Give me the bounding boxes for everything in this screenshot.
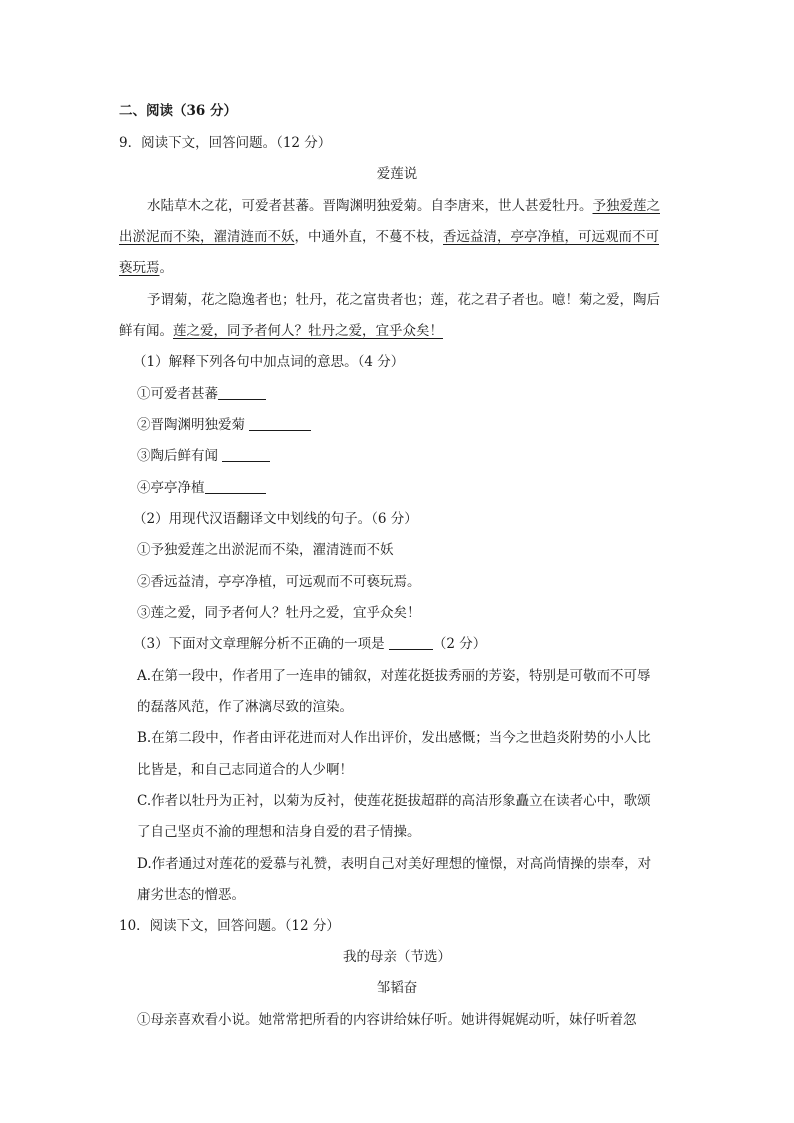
option-a-line-2: 的磊落风范，作了淋漓尽致的渲染。 [137, 699, 353, 715]
subquestion-3-prompt: （3）下面对文章理解分析不正确的一项是 （2 分） [133, 636, 487, 652]
subquestion-2-prompt: （2）用现代汉语翻译文中划线的句子。（6 分） [133, 511, 418, 527]
subquestion-2-item-3: ③莲之爱，同予者何人？牡丹之爱，宜乎众矣！ [137, 605, 421, 621]
answer-blank[interactable] [389, 635, 433, 650]
underlined-sentence: 香远益清，亭亭净植，可远观而不可 [443, 229, 659, 245]
question-10-header: 10．阅读下文，回答问题。（12 分） [119, 918, 340, 934]
subquestion-1-item-4: ④亭亭净植 [137, 478, 697, 498]
answer-blank[interactable] [205, 479, 266, 494]
passage-paragraph-2-line-2: 鲜有闻。莲之爱，同予者何人？牡丹之爱，宜乎众矣！ [119, 323, 443, 339]
passage-paragraph-1-line-1: ①母亲喜欢看小说。她常常把所看的内容讲给妹仔听。她讲得娓娓动听，妹仔听着忽 [137, 1012, 637, 1028]
subquestion-1-item-3: ③陶后鲜有闻 [137, 446, 697, 466]
question-9-header: 9．阅读下文，回答问题。（12 分） [119, 135, 332, 151]
answer-blank[interactable] [218, 385, 266, 400]
underlined-sentence: 予独爱莲之 [592, 198, 660, 214]
passage-title: 我的母亲（节选） [343, 949, 451, 965]
option-c-line-1: C.作者以牡丹为正衬，以菊为反衬，使莲花挺拔超群的高洁形象矗立在读者心中，歌颂 [137, 793, 651, 809]
option-b-line-2: 比皆是，和自己志同道合的人少啊！ [137, 762, 353, 778]
passage-paragraph-2-line-1: 予谓菊，花之隐逸者也；牡丹，花之富贵者也；莲，花之君子者也。噫！菊之爱，陶后 [147, 292, 660, 308]
answer-blank[interactable] [222, 447, 270, 462]
passage-paragraph-1-line-3: 亵玩焉。 [119, 260, 173, 276]
subquestion-1-item-2: ②晋陶渊明独爱菊 [137, 415, 697, 435]
option-a-line-1: A.在第一段中，作者用了一连串的铺叙，对莲花挺拔秀丽的芳姿，特别是可敬而不可辱 [137, 668, 651, 684]
answer-blank[interactable] [249, 416, 311, 431]
subquestion-1-prompt: （1）解释下列各句中加点词的意思。（4 分） [133, 354, 405, 370]
underlined-sentence: 出淤泥而不染，濯清涟而不妖 [119, 229, 295, 245]
subquestion-2-item-1: ①予独爱莲之出淤泥而不染，濯清涟而不妖 [137, 542, 394, 558]
passage-author: 邹韬奋 [376, 980, 418, 996]
option-d-line-1: D.作者通过对莲花的爱慕与礼赞，表明自己对美好理想的憧憬，对高尚情操的崇奉，对 [137, 856, 652, 872]
option-d-line-2: 庸劣世态的憎恶。 [137, 887, 245, 903]
subquestion-2-item-2: ②香远益清，亭亭净植，可远观而不可亵玩焉。 [137, 574, 421, 590]
passage-paragraph-1-line-1: 水陆草木之花，可爱者甚蕃。晋陶渊明独爱菊。自李唐来，世人甚爱牡丹。予独爱莲之 [147, 198, 660, 214]
option-c-line-2: 了自己坚贞不渝的理想和洁身自爱的君子情操。 [137, 824, 421, 840]
passage-title: 爱莲说 [376, 166, 418, 182]
underlined-sentence: 莲之爱，同予者何人？牡丹之爱，宜乎众矣！ [173, 323, 443, 339]
option-b-line-1: B.在第二段中，作者由评花进而对人作出评价，发出感慨；当今之世趋炎附势的小人比 [137, 730, 651, 746]
section-heading: 二、阅读（36 分） [119, 103, 237, 119]
passage-paragraph-1-line-2: 出淤泥而不染，濯清涟而不妖，中通外直，不蔓不枝，香远益清，亭亭净植，可远观而不可 [119, 229, 659, 245]
subquestion-1-item-1: ①可爱者甚蕃 [137, 384, 697, 404]
underlined-sentence: 亵玩焉 [119, 260, 160, 276]
